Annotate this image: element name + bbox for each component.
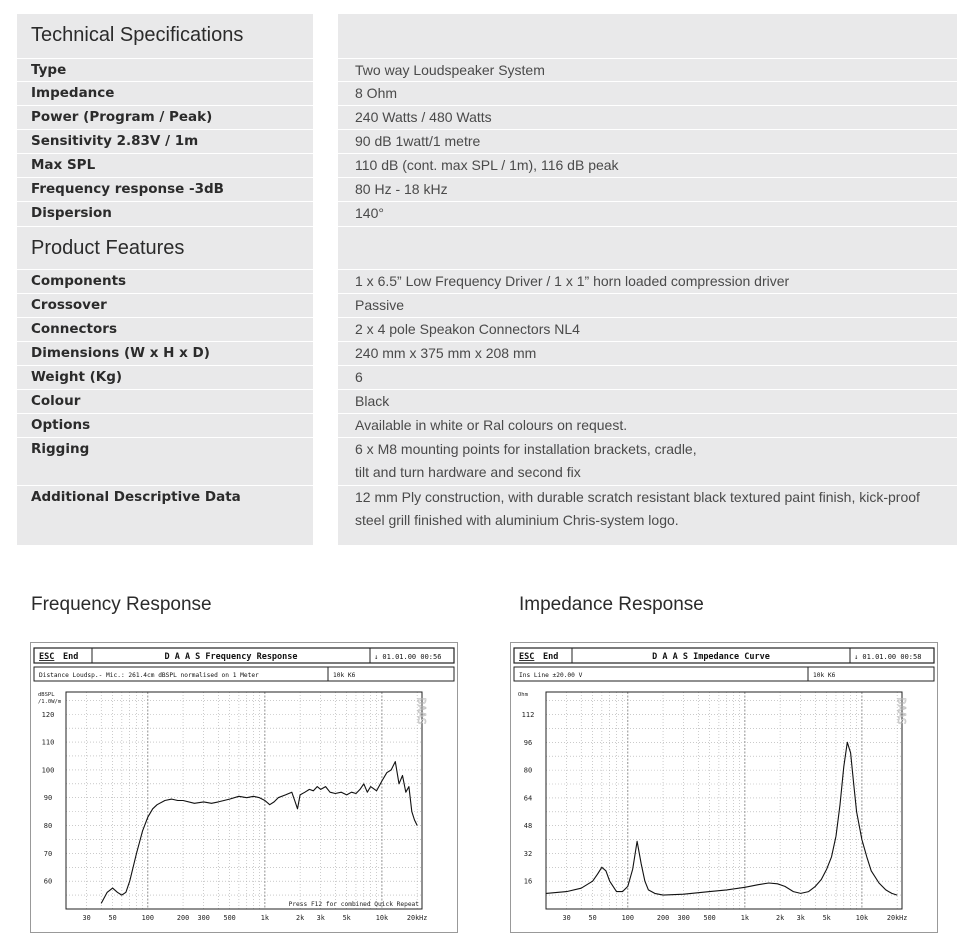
x-tick-label: 20kHz: [406, 914, 428, 922]
row-divider: [17, 437, 957, 438]
spec-value-line: steel grill finished with aluminium Chris-system logo.: [355, 512, 679, 528]
spec-value: [355, 438, 951, 484]
x-tick-label: 5k: [822, 914, 831, 922]
spec-value: [355, 294, 951, 317]
y-tick-label: 112: [521, 711, 535, 720]
x-tick-label: 100: [621, 914, 634, 922]
row-divider: [17, 413, 957, 414]
spec-value-line: 80 Hz - 18 kHz: [355, 181, 448, 197]
spec-value: [355, 414, 951, 437]
y-tick-label: 80: [523, 766, 533, 775]
x-tick-label: 3k: [796, 914, 805, 922]
spec-value-line: tilt and turn hardware and second fix: [355, 464, 581, 480]
spec-value-line: 2 x 4 pole Speakon Connectors NL4: [355, 321, 580, 337]
spec-value: [355, 318, 951, 341]
spec-label: Components: [31, 273, 127, 289]
row-divider: [17, 389, 957, 390]
app-title: D A A S Impedance Curve: [652, 652, 770, 662]
esc-label: ESC: [519, 652, 535, 662]
x-tick-label: 500: [703, 914, 716, 922]
footer-note: Press F12 for combined Quick Repeat: [288, 901, 419, 908]
daas-watermark: DAAS: [415, 698, 428, 725]
spec-value-line: Passive: [355, 297, 405, 313]
row-divider: [17, 201, 957, 202]
subheader-info: Ins Line ±20.00 V: [519, 672, 583, 679]
spec-label: Sensitivity 2.83V / 1m: [31, 133, 199, 149]
y-tick-label: 100: [41, 766, 55, 775]
chart-frame: [31, 643, 458, 933]
spec-value-line: Black: [355, 393, 390, 409]
subheader-info: Distance Loudsp.- Mic.: 261.4cm dBSPL normalised on 1 Meter: [39, 672, 259, 679]
y-tick-label: 60: [43, 877, 53, 886]
spec-label: Impedance: [31, 85, 115, 101]
impedance-response-svg: [510, 642, 938, 933]
y-axis-label: Ohm: [518, 692, 528, 698]
row-divider: [17, 317, 957, 318]
esc-label: ESC: [39, 652, 55, 662]
row-divider: [17, 341, 957, 342]
subheader-scale: 10k K6: [813, 672, 836, 679]
spec-label: Frequency response -3dB: [31, 181, 224, 197]
spec-value-line: 90 dB 1watt/1 metre: [355, 133, 481, 149]
y-tick-label: 64: [523, 794, 533, 803]
y-tick-label: 80: [43, 822, 53, 831]
spec-value-line: 140°: [355, 205, 384, 221]
frequency-response-chart: [30, 642, 458, 933]
row-divider: [17, 226, 957, 227]
spec-value: [355, 59, 951, 82]
y-axis-label: /1.0W/m: [38, 699, 62, 705]
spec-label: Additional Descriptive Data: [31, 489, 241, 505]
row-divider: [17, 293, 957, 294]
x-tick-label: 2k: [296, 914, 305, 922]
x-tick-label: 50: [588, 914, 597, 922]
spec-label: Colour: [31, 393, 81, 409]
spec-label: Rigging: [31, 441, 90, 457]
spec-value-line: 110 dB (cont. max SPL / 1m), 116 dB peak: [355, 157, 619, 173]
row-divider: [17, 153, 957, 154]
spec-value-line: 240 Watts / 480 Watts: [355, 109, 492, 125]
row-divider: [17, 129, 957, 130]
spec-value: [355, 178, 951, 201]
x-tick-label: 100: [141, 914, 154, 922]
end-label: End: [543, 652, 559, 662]
spec-value: [355, 270, 951, 293]
spec-label: Dispersion: [31, 205, 112, 221]
y-tick-label: 48: [523, 822, 533, 831]
spec-value: [355, 202, 951, 225]
y-tick-label: 110: [41, 738, 55, 747]
row-divider: [17, 365, 957, 366]
timestamp: ↓ 01.01.00 00:58: [854, 653, 922, 661]
row-divider: [17, 269, 957, 270]
x-tick-label: 10k: [375, 914, 389, 922]
spec-value-line: 1 x 6.5” Low Frequency Driver / 1 x 1” horn loaded compression driver: [355, 273, 790, 289]
x-tick-label: 20kHz: [886, 914, 908, 922]
spec-label: Power (Program / Peak): [31, 109, 213, 125]
spec-value: [355, 342, 951, 365]
spec-value-line: Two way Loudspeaker System: [355, 62, 545, 78]
app-title: D A A S Frequency Response: [164, 652, 298, 662]
spec-value: [355, 106, 951, 129]
x-tick-label: 200: [176, 914, 190, 922]
y-tick-label: 16: [523, 877, 533, 886]
row-divider: [17, 485, 957, 486]
frequency-response-svg: [30, 642, 458, 933]
y-tick-label: 96: [523, 738, 533, 747]
spec-label: Connectors: [31, 321, 117, 337]
y-tick-label: 120: [41, 710, 55, 719]
spec-value-line: 12 mm Ply construction, with durable scratch resistant black textured paint finish, kick-proof: [355, 489, 920, 505]
spec-label: Max SPL: [31, 157, 96, 173]
section-heading: Product Features: [31, 237, 185, 259]
row-divider: [17, 58, 957, 59]
row-divider: [17, 105, 957, 106]
spec-label: Weight (Kg): [31, 369, 123, 385]
timestamp: ↓ 01.01.00 00:56: [374, 653, 442, 661]
y-tick-label: 32: [523, 849, 533, 858]
y-axis-label: dBSPL: [38, 692, 55, 698]
spec-value-line: Available in white or Ral colours on request.: [355, 417, 628, 433]
subheader-scale: 10k K6: [333, 672, 356, 679]
y-tick-label: 90: [43, 794, 53, 803]
spec-label: Type: [31, 62, 67, 78]
spec-value-line: 6: [355, 369, 363, 385]
chart-frame: [511, 643, 938, 933]
spec-label: Crossover: [31, 297, 107, 313]
x-tick-label: 1k: [260, 914, 269, 922]
spec-value: [355, 390, 951, 413]
daas-watermark: DAAS: [895, 698, 908, 725]
spec-value-line: 8 Ohm: [355, 85, 398, 101]
x-tick-label: 1k: [740, 914, 749, 922]
row-divider: [17, 177, 957, 178]
spec-value: [355, 130, 951, 153]
x-tick-label: 50: [108, 914, 117, 922]
impedance-response-title: Impedance Response: [519, 594, 704, 615]
x-tick-label: 500: [223, 914, 236, 922]
x-tick-label: 30: [82, 914, 91, 922]
x-tick-label: 300: [197, 914, 210, 922]
x-tick-label: 200: [656, 914, 670, 922]
row-divider: [17, 81, 957, 82]
section-heading: Technical Specifications: [31, 24, 244, 46]
impedance-response-chart: [510, 642, 938, 933]
spec-value: [355, 154, 951, 177]
spec-value: [355, 366, 951, 389]
x-tick-label: 30: [562, 914, 571, 922]
end-label: End: [63, 652, 79, 662]
y-tick-label: 70: [43, 849, 53, 858]
x-tick-label: 10k: [855, 914, 869, 922]
x-tick-label: 3k: [316, 914, 325, 922]
x-tick-label: 2k: [776, 914, 785, 922]
spec-value-line: 6 x M8 mounting points for installation brackets, cradle,: [355, 441, 697, 457]
spec-value-line: 240 mm x 375 mm x 208 mm: [355, 345, 537, 361]
spec-value: [355, 82, 951, 105]
x-tick-label: 300: [677, 914, 690, 922]
frequency-response-title: Frequency Response: [31, 594, 212, 615]
spec-label: Options: [31, 417, 91, 433]
x-tick-label: 5k: [342, 914, 351, 922]
spec-label: Dimensions (W x H x D): [31, 345, 210, 361]
spec-value: [355, 486, 951, 532]
